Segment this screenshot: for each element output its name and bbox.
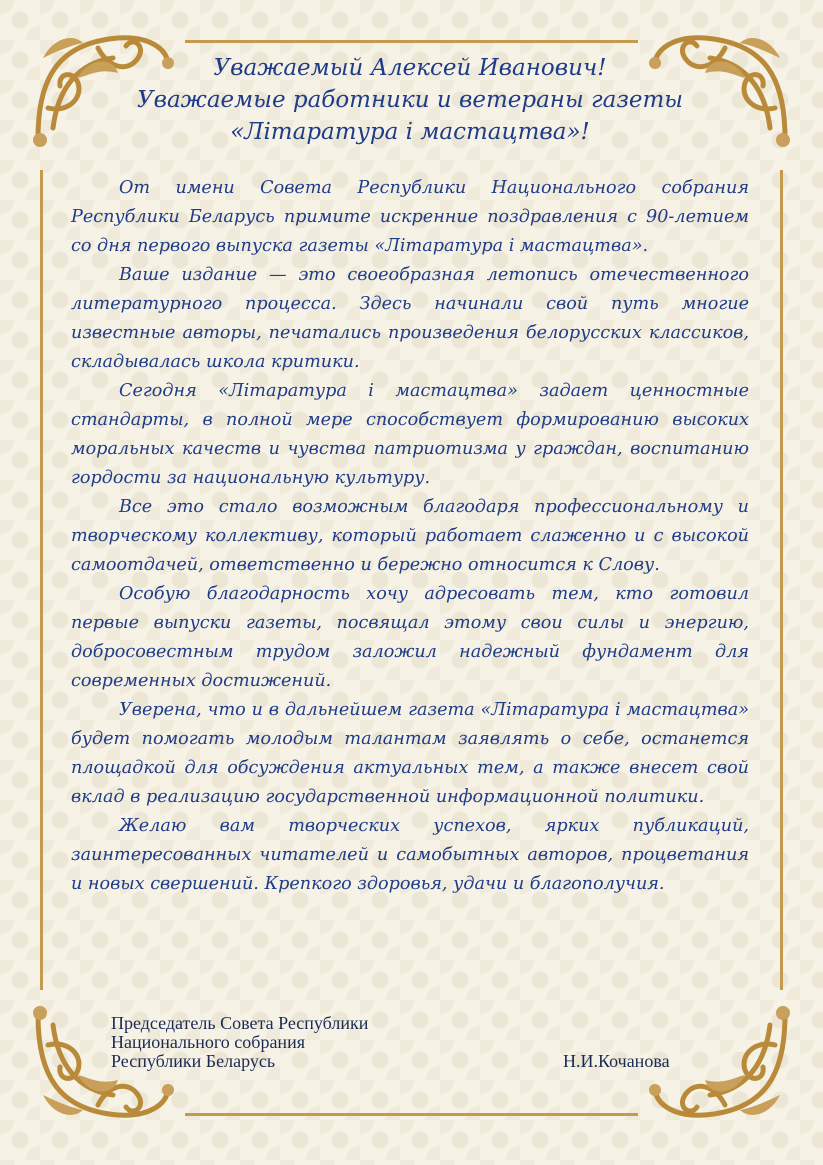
signatory-title-line: Республики Беларусь <box>111 1051 276 1071</box>
heading-greeting: Уважаемый Алексей Иванович! <box>213 55 607 81</box>
border-right-line <box>780 170 783 990</box>
border-top-line <box>185 40 638 43</box>
paragraph: Особую благодарность хочу адресовать тем, кто готовил первые выпуски газеты, посвящал этому свои силы и энергию, добросовестным трудом заложил надежный фундамент для современных достижений. <box>71 584 749 691</box>
paragraph: Уверена, что и в дальнейшем газета «Літаратура і мастацтва» будет помогать молодым талантам заявлять о себе, останется площадкой для обсуждения актуальных тем, а также внесет свой вклад в реализацию государственной информационной политики. <box>71 700 749 807</box>
paragraph: Сегодня «Літаратура і мастацтва» задает ценностные стандарты, в полной мере способствует формированию высоких моральных качеств и чувства патриотизма у граждан, воспитанию гордости за национальную культуру. <box>71 381 749 488</box>
signatory-name: Н.И.Кочанова <box>563 1051 670 1071</box>
paragraph: Все это стало возможным благодаря профессиональному и творческому коллективу, который работает слаженно и с высокой самоотдачей, ответственно и бережно относится к Слову. <box>71 497 749 575</box>
paragraph: От имени Совета Республики Национального собрания Республики Беларусь примите искренние поздравления с 90-летием со дня первого выпуска газеты «Літаратура і мастацтва». <box>71 178 749 256</box>
letter-body <box>71 174 749 899</box>
paragraph: Ваше издание — это своеобразная летопись отечественного литературного процесса. Здесь начинали свой путь многие известные авторы, печатались произведения белорусских классиков, складывалась школа критики. <box>71 265 749 372</box>
border-bottom-line <box>185 1113 638 1116</box>
letter-heading <box>110 52 710 148</box>
signatory-title-line: Председатель Совета Республики <box>111 1013 369 1033</box>
border-left-line <box>40 170 43 990</box>
heading-newspaper-title: «Літаратура і мастацтва»! <box>230 119 590 145</box>
paragraph: Желаю вам творческих успехов, ярких публикаций, заинтересованных читателей и самобытных авторов, процветания и новых свершений. Крепкого здоровья, удачи и благополучия. <box>71 816 749 894</box>
signatory-title <box>111 1014 368 1071</box>
signatory-title-line: Национального собрания <box>111 1032 305 1052</box>
heading-greeting-staff: Уважаемые работники и ветераны газеты <box>136 87 684 113</box>
